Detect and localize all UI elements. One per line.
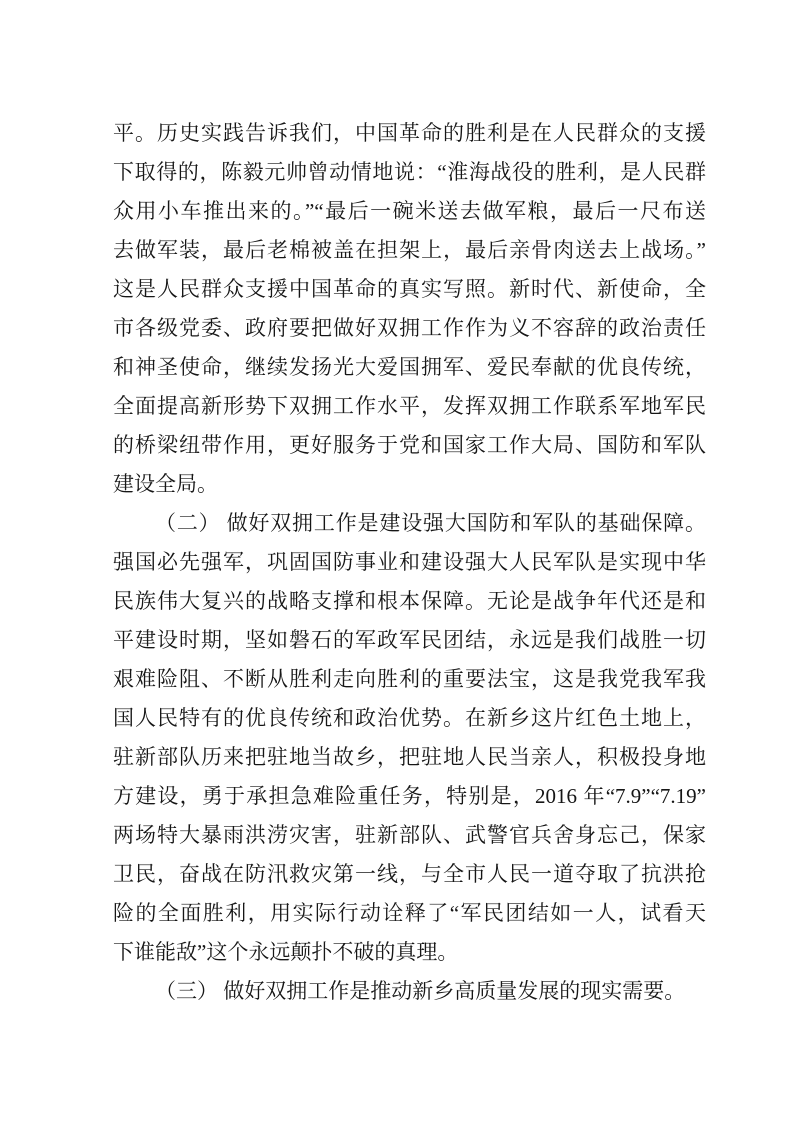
text-line: 去做军装，最后老棉被盖在担架上，最后亲骨肉送去上战场。” (113, 238, 706, 262)
paragraph-section-2 (113, 504, 706, 972)
text-line: 险的全面胜利，用实际行动诠释了“军民团结如一人，试看天 (113, 901, 706, 925)
text-line: 的桥梁纽带作用，更好服务于党和国家工作大局、国防和军队 (113, 433, 706, 457)
text-line: 下取得的，陈毅元帅曾动情地说：“淮海战役的胜利，是人民群 (113, 160, 706, 184)
text-line: 这是人民群众支援中国革命的真实写照。新时代、新使命，全 (113, 277, 706, 301)
text-line: 艰难险阻、不断从胜利走向胜利的重要法宝，这是我党我军我 (113, 667, 706, 691)
text-line: 国人民特有的优良传统和政治优势。在新乡这片红色土地上， (113, 706, 706, 730)
text-line: 平。历史实践告诉我们，中国革命的胜利是在人民群众的支援 (113, 121, 706, 145)
text-line: 建设全局。 (113, 472, 218, 496)
text-line: 众用小车推出来的。”“最后一碗米送去做军粮，最后一尺布送 (113, 199, 706, 223)
text-line: 驻新部队历来把驻地当故乡，把驻地人民当亲人，积极投身地 (113, 745, 706, 769)
text-line: 强国必先强军，巩固国防事业和建设强大人民军队是实现中华 (113, 550, 706, 574)
text-line: 市各级党委、政府要把做好双拥工作作为义不容辞的政治责任 (113, 316, 706, 340)
text-line: 全面提高新形势下双拥工作水平，发挥双拥工作联系军地军民 (113, 394, 706, 418)
text-line: 平建设时期，坚如磐石的军政军民团结，永远是我们战胜一切 (113, 628, 706, 652)
text-line: 方建设，勇于承担急难险重任务，特别是，2016 年“7.9”“7.19” (113, 784, 706, 808)
text-line: 下谁能敌”这个永远颠扑不破的真理。 (113, 940, 459, 964)
text-line: 卫民，奋战在防汛救灾第一线，与全市人民一道夺取了抗洪抢 (113, 862, 706, 886)
text-line: 和神圣使命，继续发扬光大爱国拥军、爱民奉献的优良传统， (113, 355, 706, 379)
document-body (113, 114, 706, 1011)
paragraph-section-3 (113, 972, 706, 1011)
text-line: （三） 做好双拥工作是推动新乡高质量发展的现实需要。 (155, 979, 686, 1003)
text-line: 民族伟大复兴的战略支撑和根本保障。无论是战争年代还是和 (113, 589, 706, 613)
text-line: 两场特大暴雨洪涝灾害，驻新部队、武警官兵舍身忘己，保家 (113, 823, 706, 847)
paragraph-support-tradition (113, 114, 706, 504)
text-line: （二） 做好双拥工作是建设强大国防和军队的基础保障。 (155, 511, 706, 535)
